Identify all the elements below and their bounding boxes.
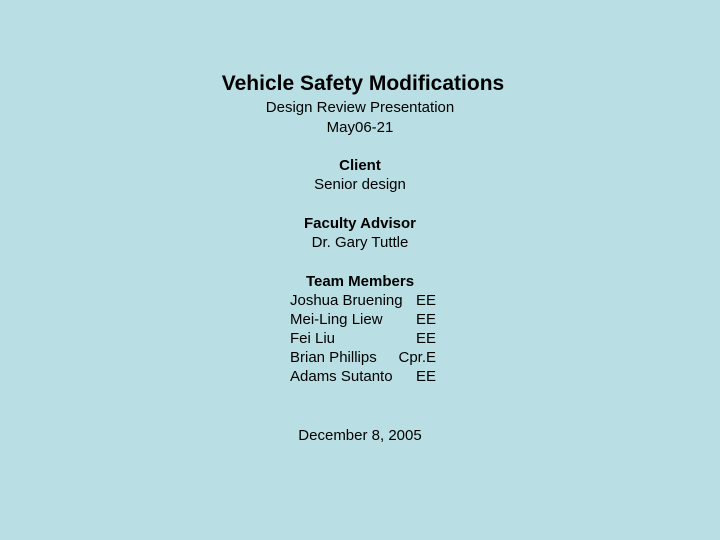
client-value: Senior design <box>314 176 406 193</box>
team-members-list <box>290 291 440 386</box>
member-major: EE <box>415 311 436 328</box>
team-member-row <box>290 348 440 367</box>
team-heading: Team Members <box>305 273 415 290</box>
team-member-row <box>290 291 440 310</box>
member-name: Adams Sutanto <box>290 368 393 385</box>
member-major: Cpr.E <box>398 349 436 366</box>
advisor-heading: Faculty Advisor <box>304 215 416 232</box>
presentation-date: December 8, 2005 <box>298 427 422 444</box>
advisor-section <box>0 214 720 252</box>
team-section <box>0 272 720 291</box>
team-member-row <box>290 310 440 329</box>
advisor-value: Dr. Gary Tuttle <box>311 234 409 251</box>
subtitle-project-id: May06-21 <box>326 119 394 136</box>
member-major: EE <box>415 292 436 309</box>
client-heading: Client <box>339 157 381 174</box>
member-name: Fei Liu <box>290 330 336 347</box>
team-member-row <box>290 367 440 386</box>
subtitle-presentation-type: Design Review Presentation <box>265 99 455 116</box>
subtitle-block <box>0 98 720 138</box>
member-name: Joshua Bruening <box>290 292 403 309</box>
team-member-row <box>290 329 440 348</box>
member-major: EE <box>415 330 436 347</box>
slide-title: Vehicle Safety Modifications <box>221 72 505 95</box>
member-name: Brian Phillips <box>290 349 377 366</box>
member-major: EE <box>415 368 436 385</box>
member-name: Mei-Ling Liew <box>290 311 383 328</box>
client-section <box>0 156 720 194</box>
